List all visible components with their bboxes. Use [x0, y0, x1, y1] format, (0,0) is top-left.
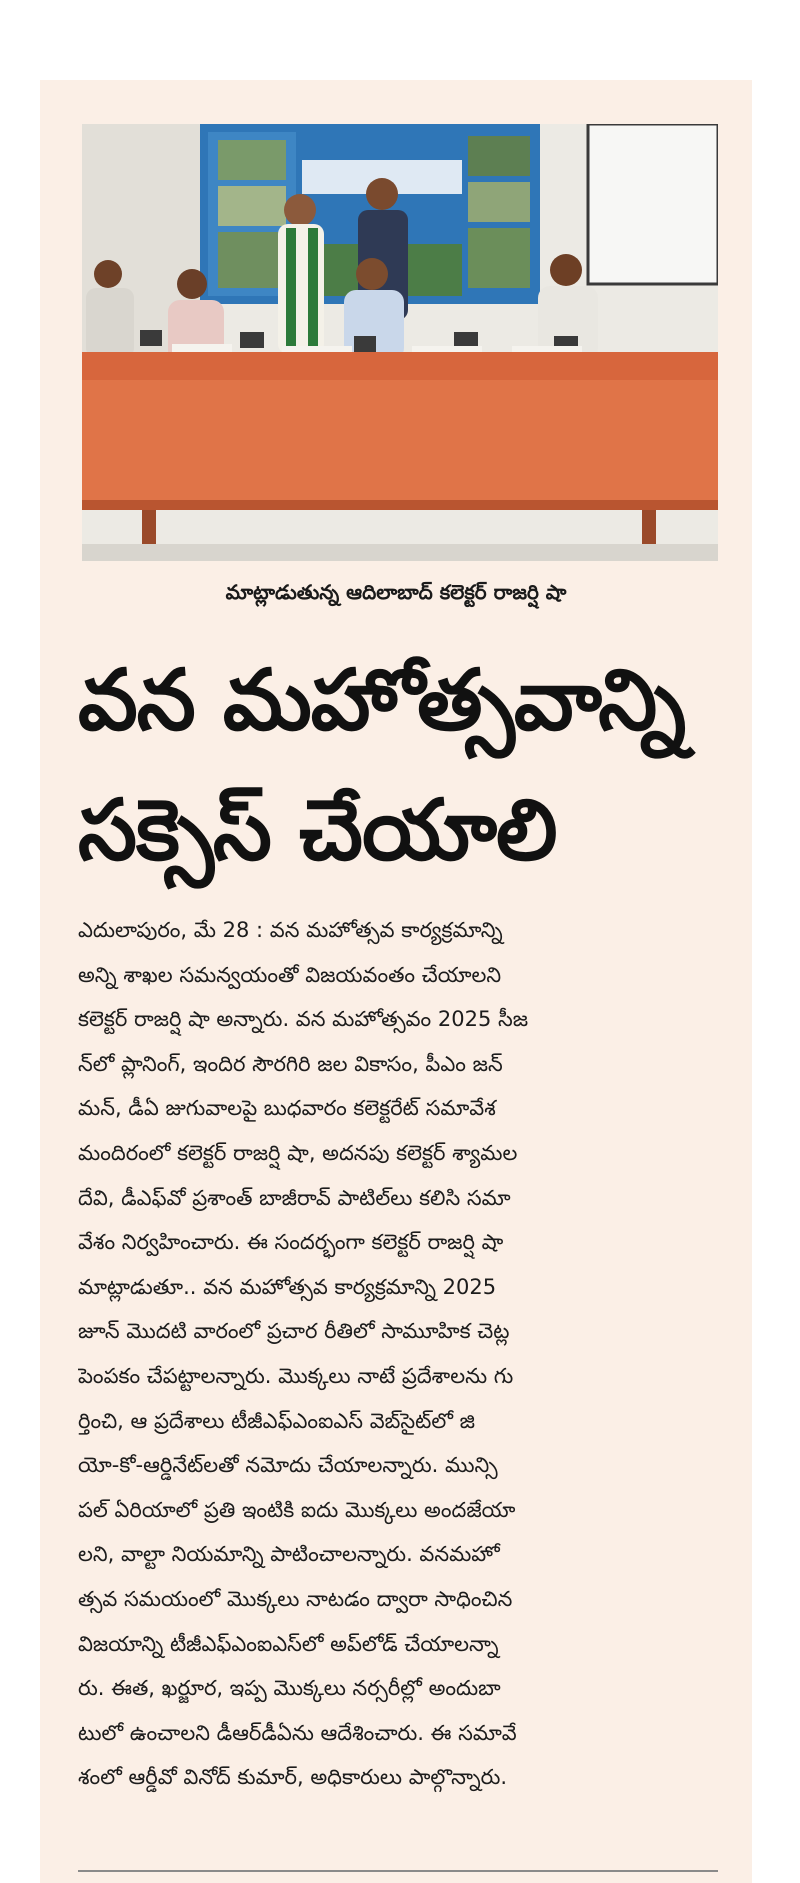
body-line: మాట్లాడుతూ.. వన మహోత్సవ కార్యక్రమాన్ని 2025	[78, 1274, 497, 1299]
body-line: కలెక్టర్ రాజర్షి షా అన్నారు. వన మహోత్సవం 2025 సీజ	[78, 1007, 529, 1032]
body-line: యో-కో-ఆర్డినేట్‌లతో నమోదు చేయాలన్నారు. మున్సి	[78, 1453, 498, 1478]
body-line: రు. ఈత, ఖర్జూర, ఇప్ప మొక్కలు నర్సరీల్లో అందుబా	[78, 1676, 501, 1701]
body-line: త్సవ సమయంలో మొక్కలు నాటడం ద్వారా సాధించిన	[78, 1586, 513, 1611]
body-line: పెంపకం చేపట్టాలన్నారు. మొక్కలు నాటే ప్రదేశాలను గు	[78, 1363, 514, 1388]
body-line: టులో ఉంచాలని డీఆర్‌డీఏను ఆదేశించారు. ఈ సమావే	[78, 1720, 517, 1745]
meeting-photo-illustration	[82, 124, 718, 561]
article-body	[78, 908, 718, 1800]
photo-caption: మాట్లాడుతున్న ఆదిలాబాద్ కలెక్టర్ రాజర్షి షా	[225, 580, 567, 604]
body-line: జూన్ మొదటి వారంలో ప్రచార రీతిలో సామూహిక చెట్ల	[78, 1319, 510, 1344]
body-line: వేశం నిర్వహించారు. ఈ సందర్భంగా కలెక్టర్ రాజర్షి షా	[78, 1230, 504, 1255]
body-line: విజయాన్ని టీజీఎఫ్ఎంఐఎస్‌లో అప్‌లోడ్ చేయాలన్నా	[78, 1631, 499, 1656]
body-line: మందిరంలో కలెక్టర్ రాజర్షి షా, అదనపు కలెక్టర్ శ్యామల	[78, 1140, 518, 1165]
divider-rule	[78, 1870, 718, 1872]
body-line: న్‌లో ప్లానింగ్, ఇందిర సౌరగిరి జల వికాసం, పీఎం జన్	[78, 1051, 503, 1076]
headline-line-1: వన మహోత్సవాన్ని	[78, 651, 685, 749]
body-line: ఎదులాపురం, మే 28 : వన మహోత్సవ కార్యక్రమాన్ని	[78, 918, 503, 942]
body-line: ర్తించి, ఆ ప్రదేశాలు టీజీఎఫ్ఎంఐఎస్ వెబ్‌సైట్‌లో జి	[78, 1408, 475, 1433]
body-line: దేవి, డీఎఫ్‌వో ప్రశాంత్ బాజీరావ్ పాటిల్‌లు కలిసి సమా	[78, 1185, 511, 1210]
body-line: పల్ ఏరియాలో ప్రతి ఇంటికి ఐదు మొక్కలు అందజేయా	[78, 1497, 516, 1522]
body-line: శంలో ఆర్డీవో వినోద్ కుమార్, అధికారులు పాల్గొన్నారు.	[78, 1765, 508, 1790]
news-photo	[82, 124, 718, 561]
headline-line-2: సక్సెస్ చేయాలి	[78, 781, 557, 879]
body-line: లని, వాల్టా నియమాన్ని పాటించాలన్నారు. వనమహో	[78, 1542, 500, 1567]
news-clipping	[40, 80, 752, 1883]
body-line: అన్ని శాఖల సమన్వయంతో విజయవంతం చేయాలని	[78, 962, 502, 987]
body-line: మన్, డీఏ జుగువాలపై బుధవారం కలెక్టరేట్ సమావేశ	[78, 1096, 496, 1121]
